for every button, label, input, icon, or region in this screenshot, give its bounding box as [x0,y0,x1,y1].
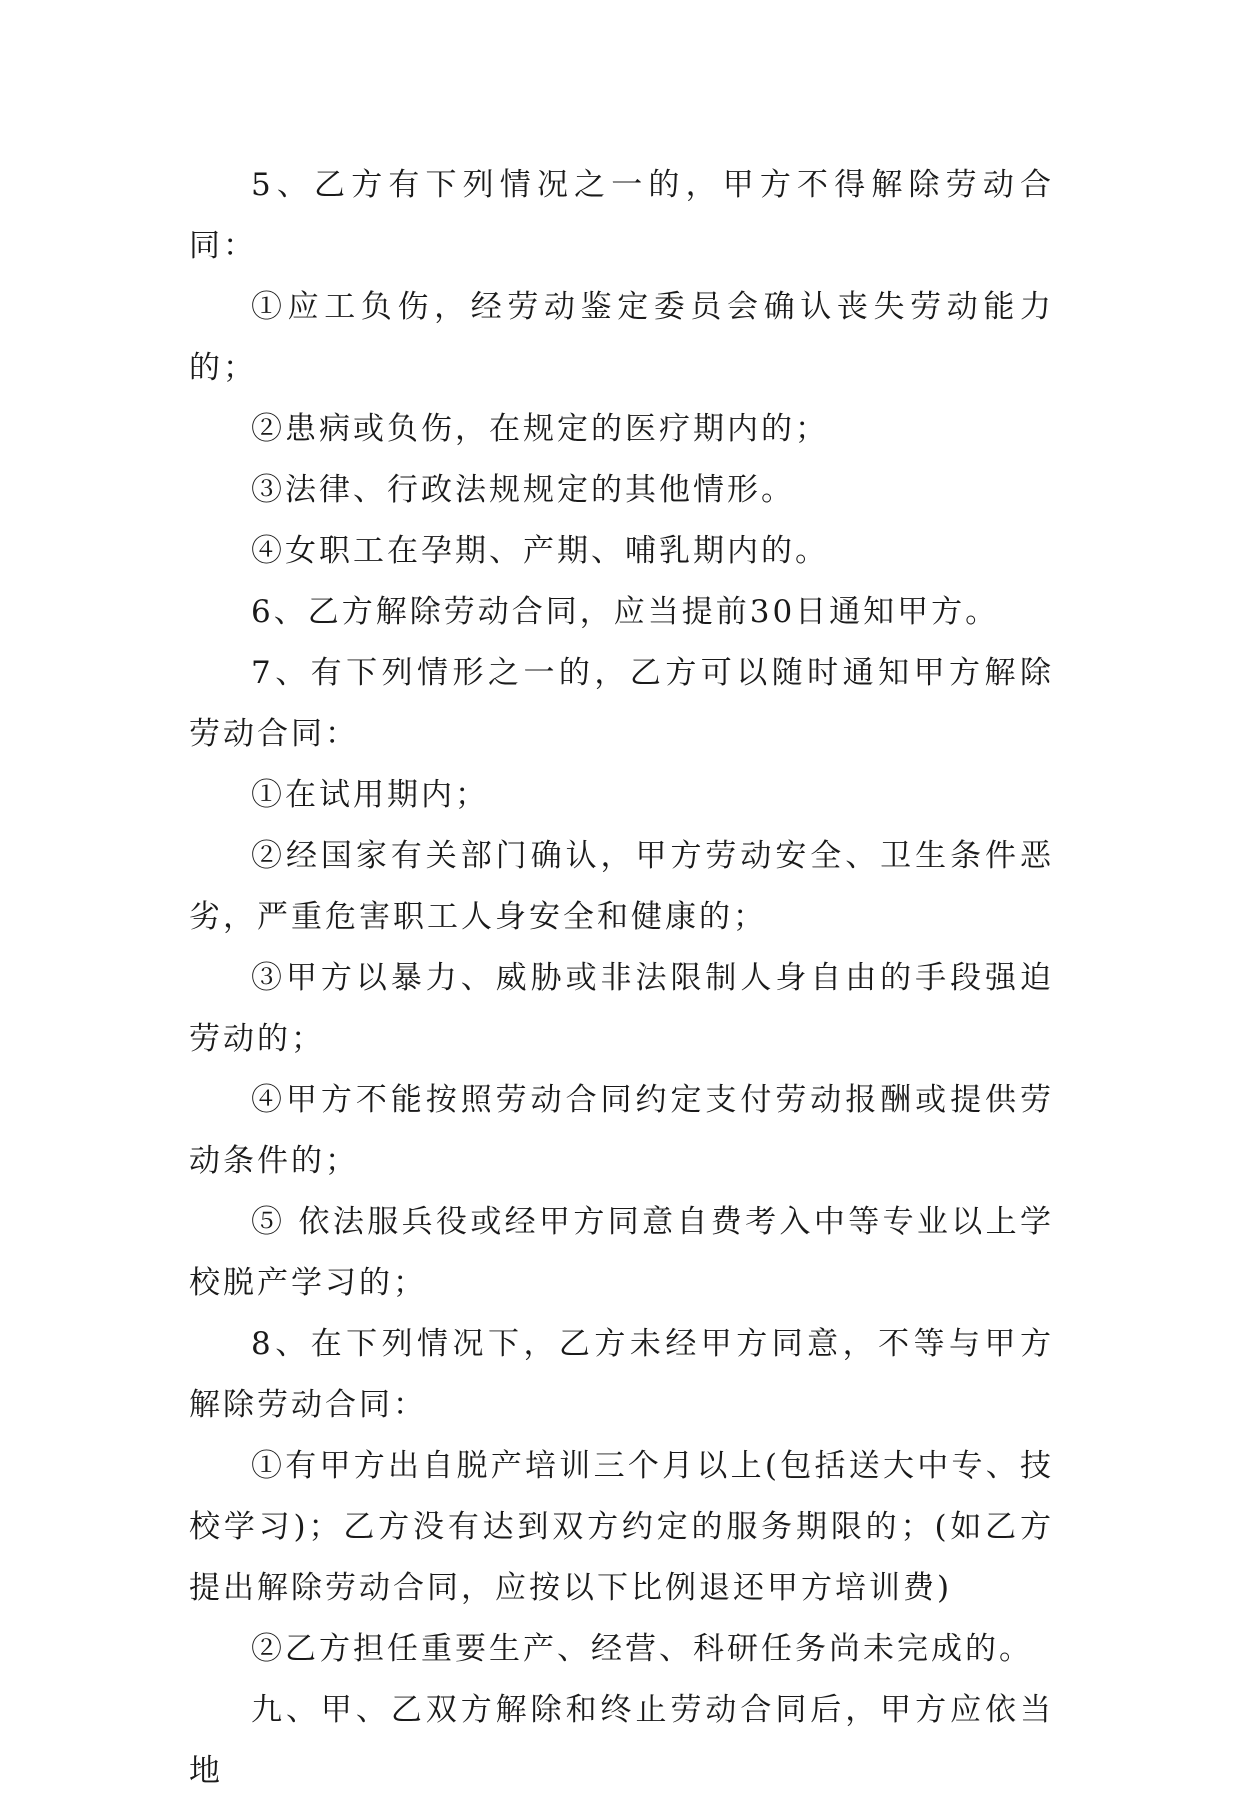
paragraph-clause-7-item-4: ④甲方不能按照劳动合同约定支付劳动报酬或提供劳动条件的； [189,1082,1054,1179]
paragraph-clause-8-item-2: ②乙方担任重要生产、经营、科研任务尚未完成的。 [251,1631,1033,1667]
paragraph-clause-5: 5、乙方有下列情况之一的，甲方不得解除劳动合同： [189,167,1054,264]
paragraph-clause-5-item-3: ③法律、行政法规规定的其他情形。 [251,472,795,508]
paragraph-clause-7-item-3: ③甲方以暴力、威胁或非法限制人身自由的手段强迫劳动的； [189,960,1054,1057]
paragraph-clause-8: 8、在下列情况下，乙方未经甲方同意，不等与甲方解除劳动合同： [189,1326,1054,1423]
paragraph-clause-7-item-1: ①在试用期内； [251,777,489,813]
paragraph-clause-8-item-1: ①有甲方出自脱产培训三个月以上(包括送大中专、技校学习)；乙方没有达到双方约定的服务期限的；(如乙方提出解除劳动合同，应按以下比例退还甲方培训费) [189,1448,1054,1606]
paragraph-clause-6: 6、乙方解除劳动合同，应当提前30日通知甲方。 [251,594,1000,630]
paragraph-section-9: 九、甲、乙双方解除和终止劳动合同后，甲方应依当地 [189,1692,1054,1789]
paragraph-clause-7-item-5: ⑤ 依法服兵役或经甲方同意自费考入中等专业以上学校脱产学习的； [189,1204,1054,1301]
paragraph-clause-5-item-1: ①应工负伤，经劳动鉴定委员会确认丧失劳动能力的； [189,289,1054,386]
paragraph-clause-7: 7、有下列情形之一的，乙方可以随时通知甲方解除劳动合同： [189,655,1054,752]
document-body [189,155,1054,1802]
paragraph-clause-7-item-2: ②经国家有关部门确认，甲方劳动安全、卫生条件恶劣，严重危害职工人身安全和健康的； [189,838,1054,935]
paragraph-clause-5-item-4: ④女职工在孕期、产期、哺乳期内的。 [251,533,829,569]
paragraph-clause-5-item-2: ②患病或负伤，在规定的医疗期内的； [251,411,829,447]
